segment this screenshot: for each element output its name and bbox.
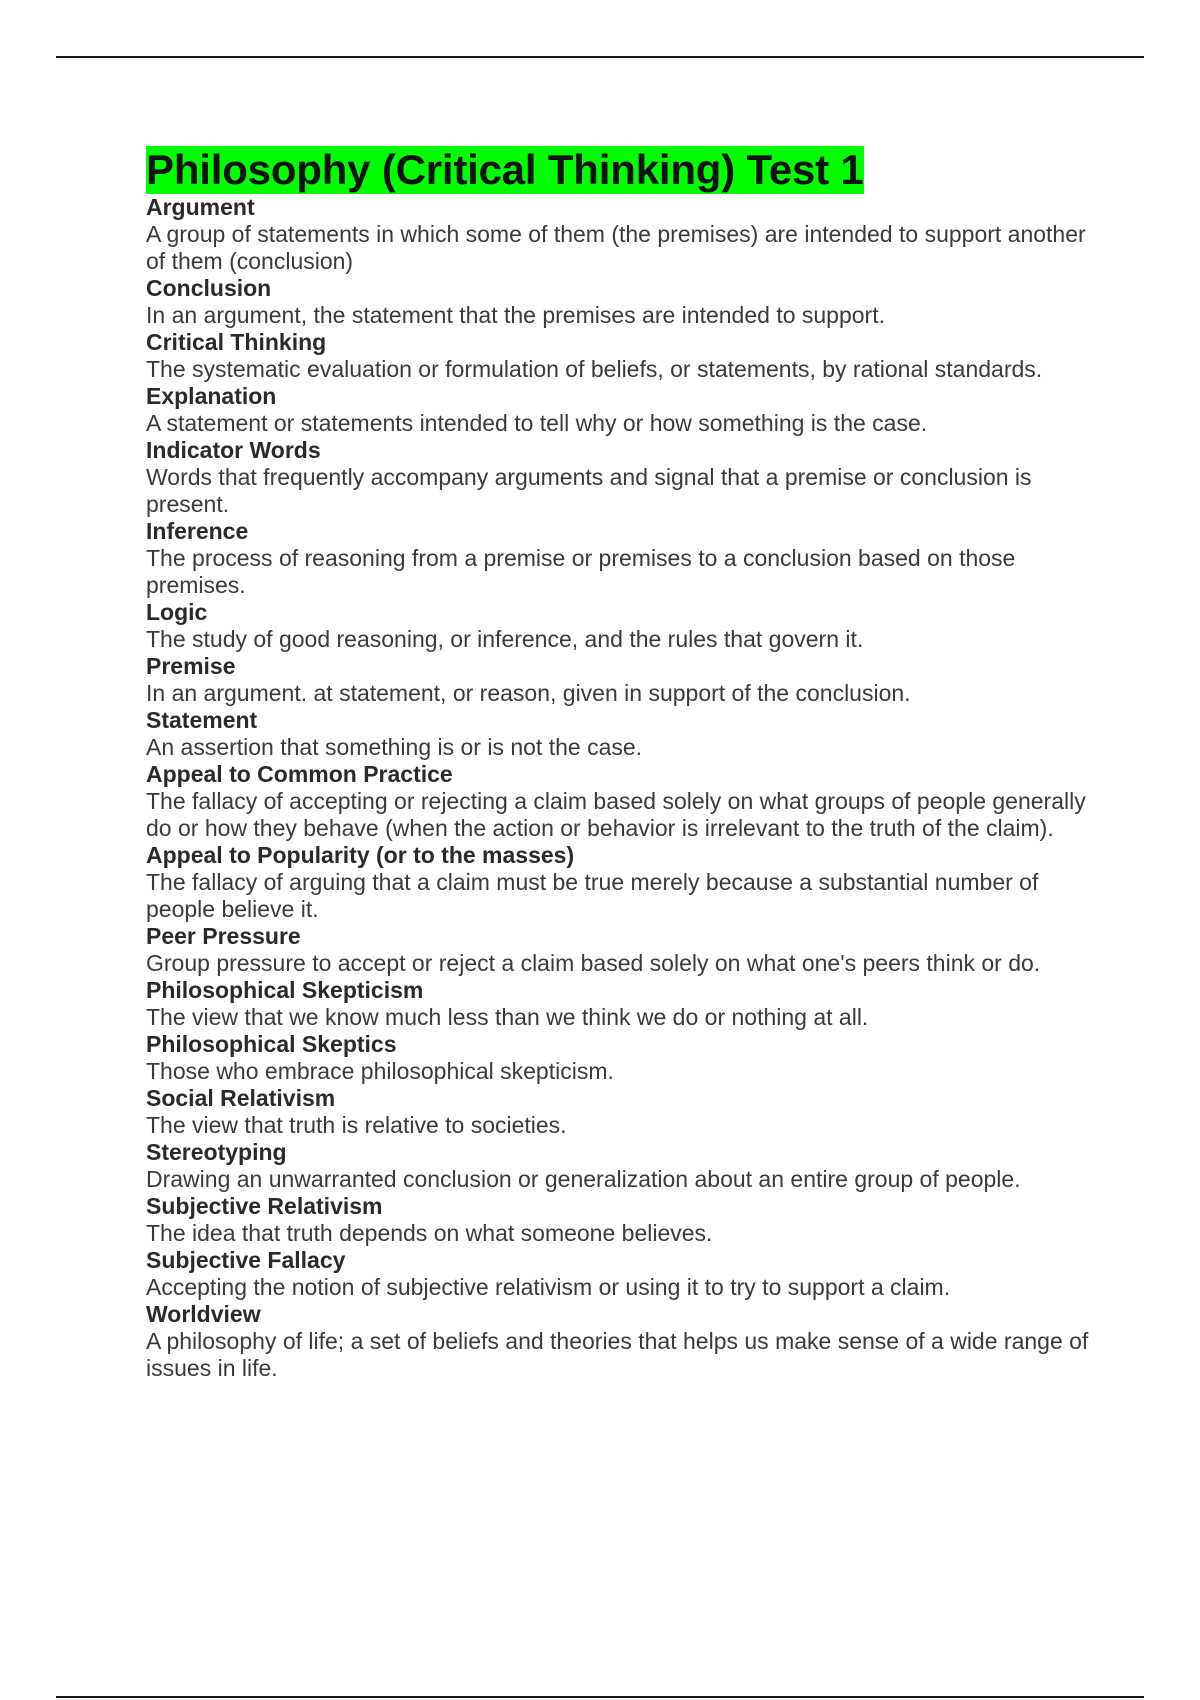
term-philosophical-skeptics: Philosophical Skeptics	[146, 1031, 397, 1057]
definition-subjective-fallacy: Accepting the notion of subjective relativism or using it to try to support a claim.	[146, 1274, 951, 1300]
definition-stereotyping: Drawing an unwarranted conclusion or generalization about an entire group of people.	[146, 1166, 1021, 1192]
bottom-divider	[56, 1696, 1144, 1698]
term-explanation: Explanation	[146, 383, 277, 409]
definition-explanation: A statement or statements intended to tell why or how something is the case.	[146, 410, 928, 436]
definition-conclusion: In an argument, the statement that the premises are intended to support.	[146, 302, 885, 328]
definition-subjective-relativism: The idea that truth depends on what someone believes.	[146, 1220, 713, 1246]
term-subjective-relativism: Subjective Relativism	[146, 1193, 383, 1219]
term-philosophical-skepticism: Philosophical Skepticism	[146, 977, 424, 1003]
definition-argument: A group of statements in which some of them (the premises) are intended to support another of them (conclusion)	[146, 221, 1086, 274]
term-social-relativism: Social Relativism	[146, 1085, 336, 1111]
term-critical-thinking: Critical Thinking	[146, 329, 327, 355]
definition-worldview: A philosophy of life; a set of beliefs and theories that helps us make sense of a wide range of issues in life.	[146, 1328, 1089, 1381]
page-title: Philosophy (Critical Thinking) Test 1	[146, 146, 864, 193]
glossary-list	[146, 194, 1096, 1382]
term-worldview: Worldview	[146, 1301, 261, 1327]
top-divider	[56, 56, 1144, 58]
definition-statement: An assertion that something is or is not the case.	[146, 734, 643, 760]
term-inference: Inference	[146, 518, 249, 544]
definition-logic: The study of good reasoning, or inference, and the rules that govern it.	[146, 626, 864, 652]
term-argument: Argument	[146, 194, 255, 220]
term-subjective-fallacy: Subjective Fallacy	[146, 1247, 346, 1273]
term-stereotyping: Stereotyping	[146, 1139, 287, 1165]
definition-appeal-to-common-practice: The fallacy of accepting or rejecting a claim based solely on what groups of people generally do or how they behave (when the action or behavior is irrelevant to the truth of the claim).	[146, 788, 1086, 841]
definition-indicator-words: Words that frequently accompany arguments and signal that a premise or conclusion is present.	[146, 464, 1032, 517]
definition-philosophical-skeptics: Those who embrace philosophical skepticism.	[146, 1058, 614, 1084]
term-conclusion: Conclusion	[146, 275, 272, 301]
page-content	[146, 146, 1096, 1382]
term-logic: Logic	[146, 599, 208, 625]
definition-peer-pressure: Group pressure to accept or reject a claim based solely on what one's peers think or do.	[146, 950, 1041, 976]
term-indicator-words: Indicator Words	[146, 437, 321, 463]
definition-philosophical-skepticism: The view that we know much less than we think we do or nothing at all.	[146, 1004, 869, 1030]
term-statement: Statement	[146, 707, 258, 733]
definition-appeal-to-popularity: The fallacy of arguing that a claim must be true merely because a substantial number of people believe it.	[146, 869, 1039, 922]
definition-premise: In an argument. at statement, or reason, given in support of the conclusion.	[146, 680, 911, 706]
term-premise: Premise	[146, 653, 236, 679]
term-peer-pressure: Peer Pressure	[146, 923, 301, 949]
term-appeal-to-common-practice: Appeal to Common Practice	[146, 761, 453, 787]
definition-critical-thinking: The systematic evaluation or formulation of beliefs, or statements, by rational standards.	[146, 356, 1043, 382]
definition-inference: The process of reasoning from a premise or premises to a conclusion based on those premises.	[146, 545, 1016, 598]
term-appeal-to-popularity: Appeal to Popularity (or to the masses)	[146, 842, 575, 868]
definition-social-relativism: The view that truth is relative to societies.	[146, 1112, 567, 1138]
